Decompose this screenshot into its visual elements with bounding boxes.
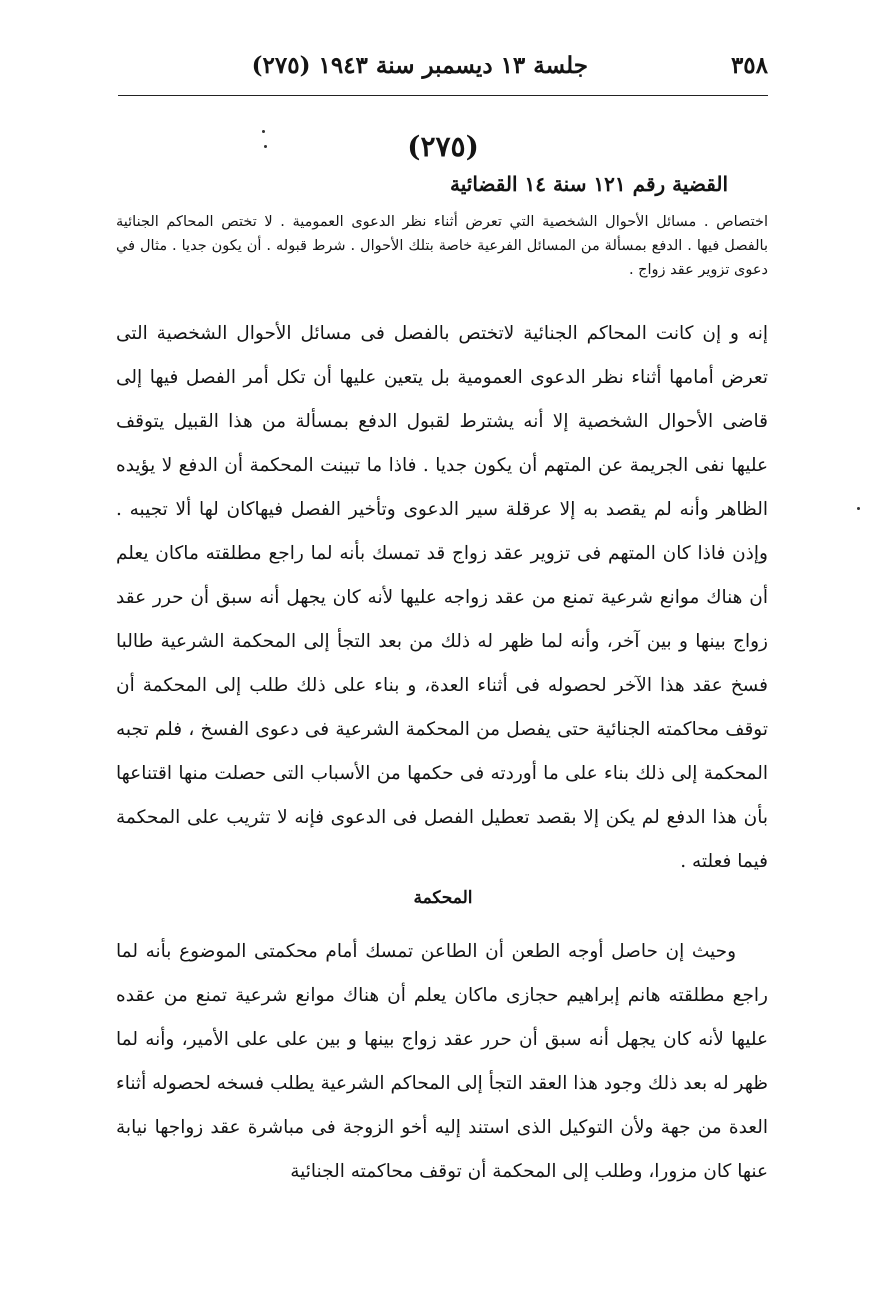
judgment-text: وحيث إن حاصل أوجه الطعن أن الطاعن تمسك أمام محكمتى الموضوع بأنه لما راجع مطلقته هانم إبراهيم حجازى ماكان يعلم أن هناك موانع شرعية تمنع من عقده عليها لأنه كان يجهل أنه سبق أن حرر عقد زواج بينها و بين على على الأمير، وأنه لما ظهر له بعد ذلك وجود هذا العقد التجأ إلى المحاكم الشرعية يطلب فسخه لحصوله أثناء العدة من جهة ولأن التوكيل الذى استند إليه أخو الزوجة فى مباشرة عقد زواجها نيابة عنها كان مزورا، وطلب إلى المحكمة أن توقف محاكمته الجنائية — [116, 941, 768, 1182]
ink-speck — [857, 507, 860, 510]
running-header — [118, 52, 768, 92]
running-header-title: جلسة ١٣ ديسمبر سنة ١٩٤٣ (٢٧٥) — [251, 52, 588, 79]
principle-text: إنه و إن كانت المحاكم الجنائية لاتختص بالفصل فى مسائل الأحوال الشخصية التى تعرض أمامها أثناء نظر الدعوى العمومية بل يتعين عليها أن تكل أمر الفصل فيها إلى قاضى الأحوال الشخصية إلا أنه يشترط لقبول الدفع بمسألة من هذا القبيل يتوقف عليها نفى الجريمة عن المتهم أن يكون جديا . فاذا ما تبينت المحكمة أن الدفع لا يؤيده الظاهر وأنه لم يقصد به إلا عرقلة سير الدعوى وتأخير الفصل فيهاكان لها ألا تجيبه . وإذن فاذا كان المتهم فى تزوير عقد زواج قد تمسك بأنه لما راجع مطلقته ماكان يعلم أن هناك موانع شرعية تمنع من عقد زواجه عليها لأنه كان يجهل أنه سبق أن حرر عقد زواج بينها و بين آخر، وأنه لما ظهر له ذلك من بعد التجأ إلى المحكمة الشرعية طالبا فسخ عقد هذا الآخر لحصوله فى أثناء العدة، و بناء على ذلك طلب إلى المحكمة أن توقف محاكمته الجنائية حتى يفصل من المحكمة الشرعية فى دعوى الفسخ ، فلم تجبه المحكمة إلى ذلك بناء على ما أوردته فى حكمها من الأسباب التى حصلت منها اقتناعها بأن هذا الدفع لم يكن إلا بقصد تعطيل الفصل فى الدعوى فإنه لا تثريب على المحكمة فيما فعلته . — [116, 323, 768, 872]
judgment-body — [116, 930, 768, 1194]
section-heading: المحكمة — [413, 888, 473, 908]
headnote — [116, 210, 768, 282]
case-number: (٢٧٥) — [407, 130, 479, 163]
headnote-text: اختصاص . مسائل الأحوال الشخصية التي تعرض أثناء نظر الدعوى العمومية . لا تختص المحاكم الجنائية بالفصل فيها . الدفع بمسألة من المسائل الفرعية خاصة بتلك الأحوال . شرط قبوله . أن يكون جديا . مثال في دعوى تزوير عقد زواج . — [116, 214, 768, 278]
case-reference: القضية رقم ١٢١ سنة ١٤ القضائية — [450, 172, 728, 196]
legal-principle — [116, 312, 768, 884]
header-rule — [118, 95, 768, 96]
page-number: ٣٥٨ — [730, 52, 768, 79]
